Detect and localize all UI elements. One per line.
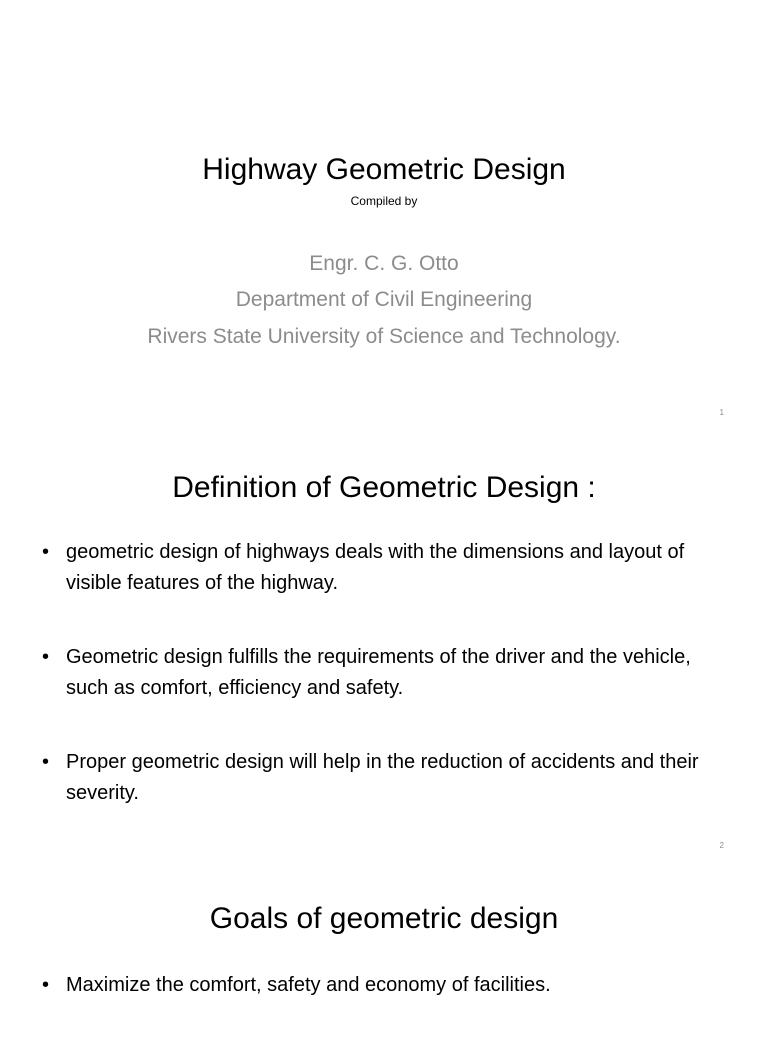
bullet-list: [40, 537, 728, 852]
author-department: Department of Civil Engineering: [235, 288, 533, 311]
bullet-item: • Maximize the comfort, safety and economy of facilities.: [40, 970, 728, 1001]
slide-3: [0, 864, 768, 1024]
slide-heading: Goals of geometric design: [209, 902, 559, 935]
slide-heading: Definition of Geometric Design :: [172, 471, 596, 504]
author-name: Engr. C. G. Otto: [309, 252, 459, 275]
bullet-item: • geometric design of highways deals with the dimensions and layout of visible features of the highway.: [40, 537, 728, 599]
slide-number: 1: [719, 408, 724, 417]
slide-number: 2: [719, 841, 724, 850]
bullet-list: [40, 970, 728, 1044]
bullet-item: • Geometric design fulfills the requirements of the driver and the vehicle, such as comfort, efficiency and safety.: [40, 642, 728, 704]
bullet-item: • Proper geometric design will help in the reduction of accidents and their severity.: [40, 747, 728, 809]
slide-1: [0, 0, 768, 432]
slide-2: [0, 432, 768, 864]
compiled-by-label: Compiled by: [350, 194, 418, 208]
slide-title: Highway Geometric Design: [202, 153, 566, 186]
author-institution: Rivers State University of Science and Technology.: [147, 325, 621, 348]
